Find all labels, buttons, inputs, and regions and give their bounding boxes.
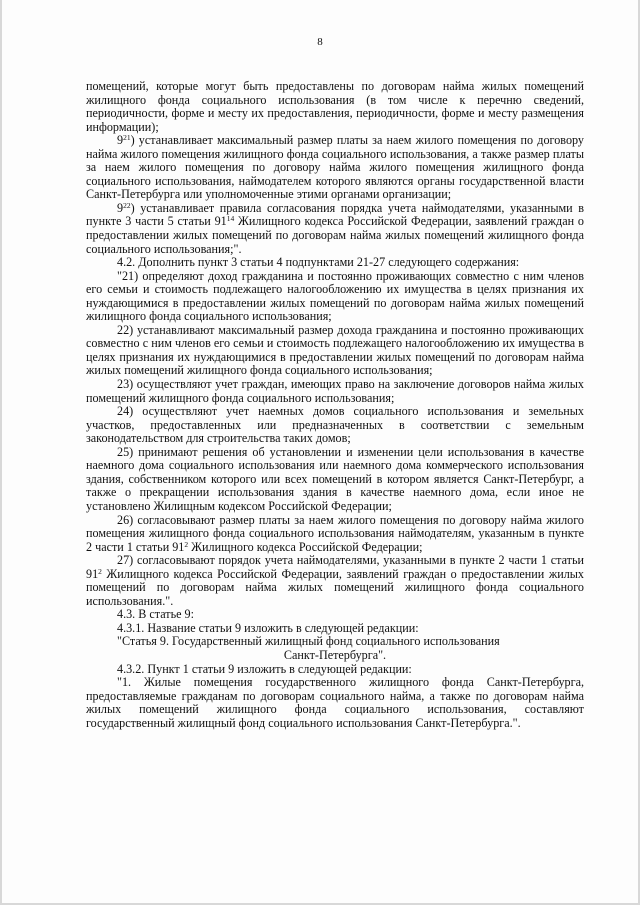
- paragraph: "Статья 9. Государственный жилищный фонд социального использования: [117, 634, 500, 649]
- paragraph: 4.3.2. Пункт 1 статьи 9 изложить в следующей редакции:: [117, 661, 412, 676]
- paragraph: "21) определяют доход гражданина и постоянно проживающих совместно с ним членов его семьи и стоимость подлежащего налогообложению их имущества в целях признания их нуждающимися в предоставлении жилых помещений по договорам найма жилых помещений жилищного фонда социального использования;: [86, 268, 584, 324]
- paragraph: 27) согласовывают порядок учета наймодателями, указанными в пункте 2 части 1 статьи $91^2$ Жилищного кодекса Российской Федерации, заявлений граждан о предоставлении жилых помещений по договорам найма жилых помещений жилищного фонда социального использования.".: [86, 553, 584, 608]
- paragraph: $9^{22}$) устанавливает правила согласования порядка учета наймодателями, указанными в пункте 3 части 5 статьи $91^{14}$ Жилищного кодекса Российской Федерации, заявлений граждан о предоставлении жилых помещений по договорам найма жилых помещений жилищного фонда социального использования;".: [86, 200, 584, 256]
- paragraph: 26) согласовывают размер платы за наем жилого помещения по договору найма жилого помещения жилищного фонда социального использования наймодателям, указанным в пункте 2 части 1 статьи $91^2$ Жилищного кодекса Российской Федерации;: [86, 512, 584, 554]
- paragraph: 4.3.1. Название статьи 9 изложить в следующей редакции:: [117, 620, 419, 635]
- paragraph: "1. Жилые помещения государственного жилищного фонда Санкт-Петербурга, предоставляемые гражданам по договорам социального найма, а также по договорам найма жилых помещений жилищного фонда социального использования, составляют государственный жилищный фонд социального использования Санкт-Петербурга.".: [86, 675, 584, 730]
- page-edge-left: [0, 0, 2, 905]
- paragraph-centered: Санкт-Петербурга".: [283, 647, 387, 662]
- paragraph: 22) устанавливают максимальный размер дохода гражданина и постоянно проживающих совместно с ним членов его семьи и стоимость подлежащего налогообложению их имущества в целях признания их нуждающимися в предоставлении жилых помещений по договорам найма жилых помещений жилищного фонда социального использования;: [86, 322, 584, 378]
- page-number: 8: [317, 36, 323, 48]
- paragraph: $9^{21}$) устанавливает максимальный размер платы за наем жилого помещения по договору найма жилого помещения жилищного фонда социального использования, а также размер платы за наем жилого помещения по договору найма жилого помещения жилищного фонда социального использования, наймодателем которого являются органы государственной власти Санкт-Петербурга или уполномоченные этими органами организации;: [86, 133, 584, 202]
- paragraph: 4.3. В статье 9:: [117, 607, 195, 622]
- document-body: [86, 80, 584, 730]
- paragraph: 24) осуществляют учет наемных домов социального использования и земельных участков, предоставленных или предназначенных в соответствии с земельным законодательством для строительства таких домов;: [86, 404, 584, 446]
- paragraph: помещений, которые могут быть предоставлены по договорам найма жилых помещений жилищного фонда социального использования (в том числе к перечню сведений, периодичности, форме и месту их предоставления, периодичности, форме и месту размещения информации);: [86, 79, 584, 134]
- paragraph: 23) осуществляют учет граждан, имеющих право на заключение договоров найма жилых помещений жилищного фонда социального использования;: [86, 377, 584, 405]
- paragraph: 25) принимают решения об установлении и изменении цели использования в качестве наемного дома социального использования или наемного дома коммерческого использования здания, собственником которого или всех помещений в котором является Санкт-Петербург, а также о прекращении использования здания в качестве наемного дома, если иное не установлено Жилищным кодексом Российской Федерации;: [86, 444, 584, 513]
- paragraph: 4.2. Дополнить пункт 3 статьи 4 подпунктами 21-27 следующего содержания:: [117, 255, 520, 270]
